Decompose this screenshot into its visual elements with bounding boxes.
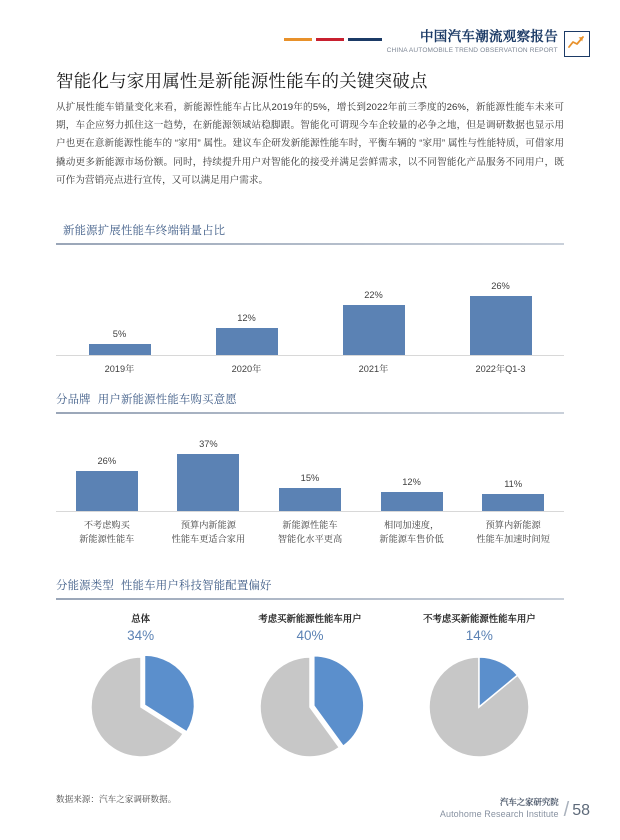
bar-rect: [279, 488, 341, 511]
pie-chart-graphic: [420, 647, 538, 765]
footer-brand-texts: [440, 797, 559, 820]
section-heading-2-prefix: 分品牌: [56, 394, 91, 406]
header-rule-orange: [284, 38, 312, 41]
pie-chart-value: 40%: [296, 628, 324, 643]
report-title-en: CHINA AUTOMOBILE TREND OBSERVATION REPORT: [386, 47, 558, 54]
report-title-cn: 中国汽车潮流观察报告: [420, 29, 558, 44]
pie-chart-block: [395, 612, 564, 765]
bar-category-label: 预算内新能源 性能车更适合家用: [171, 520, 246, 544]
trend-chart-icon: [564, 31, 590, 57]
bar-category-label: 不考虑购买 新能源性能车: [79, 520, 135, 544]
page-number: 58: [572, 802, 590, 819]
section-heading-3-text: [56, 577, 564, 598]
bar-rect: [343, 305, 405, 355]
pie-chart-title: 总体: [131, 613, 151, 624]
bar-value-label: 26%: [97, 456, 117, 466]
header-rule-red: [316, 38, 344, 41]
pie-chart-title: 考虑买新能源性能车用户: [258, 613, 362, 624]
section-heading-3: [56, 577, 564, 600]
section-heading-1-rule: [56, 243, 564, 245]
bar-value-label: 22%: [364, 290, 383, 300]
section-heading-2-title: 用户新能源性能车购买意愿: [97, 394, 237, 406]
page-title: 智能化与家用属性是新能源性能车的关键突破点: [56, 71, 428, 91]
purchase-intent-bar-labels: [56, 511, 564, 546]
section-heading-2: [56, 391, 564, 414]
section-heading-3-rule: [56, 598, 564, 600]
section-heading-1: [56, 222, 564, 245]
bar-column: [310, 290, 437, 355]
bar-column: [183, 313, 310, 355]
report-header: [284, 28, 590, 72]
tech-preference-pie-charts: [56, 612, 564, 765]
pie-chart-block: [56, 612, 225, 765]
header-rule-navy: [348, 38, 382, 41]
bar-value-label: 5%: [112, 329, 127, 339]
pie-chart-value: 34%: [127, 628, 155, 643]
bar-value-label: 11%: [504, 479, 523, 489]
section-heading-3-prefix: 分能源类型: [56, 580, 114, 592]
bar-value-label: 26%: [491, 281, 510, 291]
bar-column: [462, 479, 564, 511]
article-body: 从扩展性能车销量变化来看，新能源性能车占比从2019年的5%，增长到2022年前三季度的26%，新能源性能车未来可期，车企应努力抓住这一趋势，在新能源领域站稳脚跟。智能化可谓现今车企较量的必争之地，但是调研数据也显示用户也更在意新能源性能车的 “家用” 属性。建议车企研发新能源性能车时，平衡车辆的 “家用” 属性与性能特质，可借家用撬动更多新能源市场份额。同时，持续提升用户对智能化的接受并满足尝鲜需求，以不同智能化产品服务不同用户，既可作为营销亮点进行宣传，又可以满足用户需求。: [56, 102, 564, 186]
pie-chart-graphic: [251, 647, 369, 765]
section-heading-3-title: 性能车用户科技智能配置偏好: [120, 580, 272, 592]
bar-rect: [216, 328, 278, 355]
bar-column: [56, 329, 183, 355]
bar-category-label: 2020年: [231, 364, 262, 374]
bar-rect: [381, 492, 443, 511]
section-heading-2-rule: [56, 412, 564, 414]
header-text-block: [386, 28, 558, 54]
data-source-note: 数据来源：汽车之家调研数据。: [56, 794, 177, 804]
footer-brand-cn: 汽车之家研究院: [500, 797, 559, 807]
bar-rect: [482, 494, 544, 511]
bar-rect: [470, 296, 532, 355]
bar-rect: [89, 344, 151, 355]
section-heading-2-text: [56, 391, 564, 412]
pie-chart-graphic: [82, 647, 200, 765]
bar-category-label: 2019年: [104, 364, 135, 374]
header-rule-group: [284, 38, 382, 41]
bar-column: [158, 439, 260, 511]
bar-column: [259, 473, 361, 511]
bar-value-label: 12%: [402, 477, 421, 487]
section-heading-1-title: 新能源扩展性能车终端销量占比: [63, 225, 226, 237]
bar-column: [56, 456, 158, 511]
bar-category-label: 相同加速度， 新能源车售价低: [379, 520, 444, 544]
sales-share-bar-labels: [56, 355, 564, 377]
pie-chart-value: 14%: [465, 628, 493, 643]
pie-chart-title: 不考虑买新能源性能车用户: [423, 613, 536, 624]
bar-category-label: 2022年Q1-3: [475, 364, 526, 374]
bar-category-label: 新能源性能车 智能化水平更高: [277, 520, 343, 544]
footer-brand: [440, 797, 590, 820]
bar-rect: [76, 471, 138, 511]
bar-rect: [177, 454, 239, 511]
bar-value-label: 12%: [237, 313, 256, 323]
footer-brand-en: Autohome Research Institute: [439, 809, 559, 819]
section-heading-1-text: [56, 222, 564, 243]
bar-column: [361, 477, 463, 511]
bar-value-label: 15%: [300, 473, 320, 483]
footer-slash: /: [563, 799, 570, 821]
bar-column: [437, 281, 564, 355]
bar-category-label: 预算内新能源 性能车加速时间短: [476, 520, 550, 544]
sales-share-bar-chart: [56, 265, 564, 355]
pie-chart-block: [225, 612, 394, 765]
purchase-intent-bar-chart: [56, 428, 564, 511]
bar-category-label: 2021年: [358, 364, 389, 374]
bar-value-label: 37%: [199, 439, 218, 449]
